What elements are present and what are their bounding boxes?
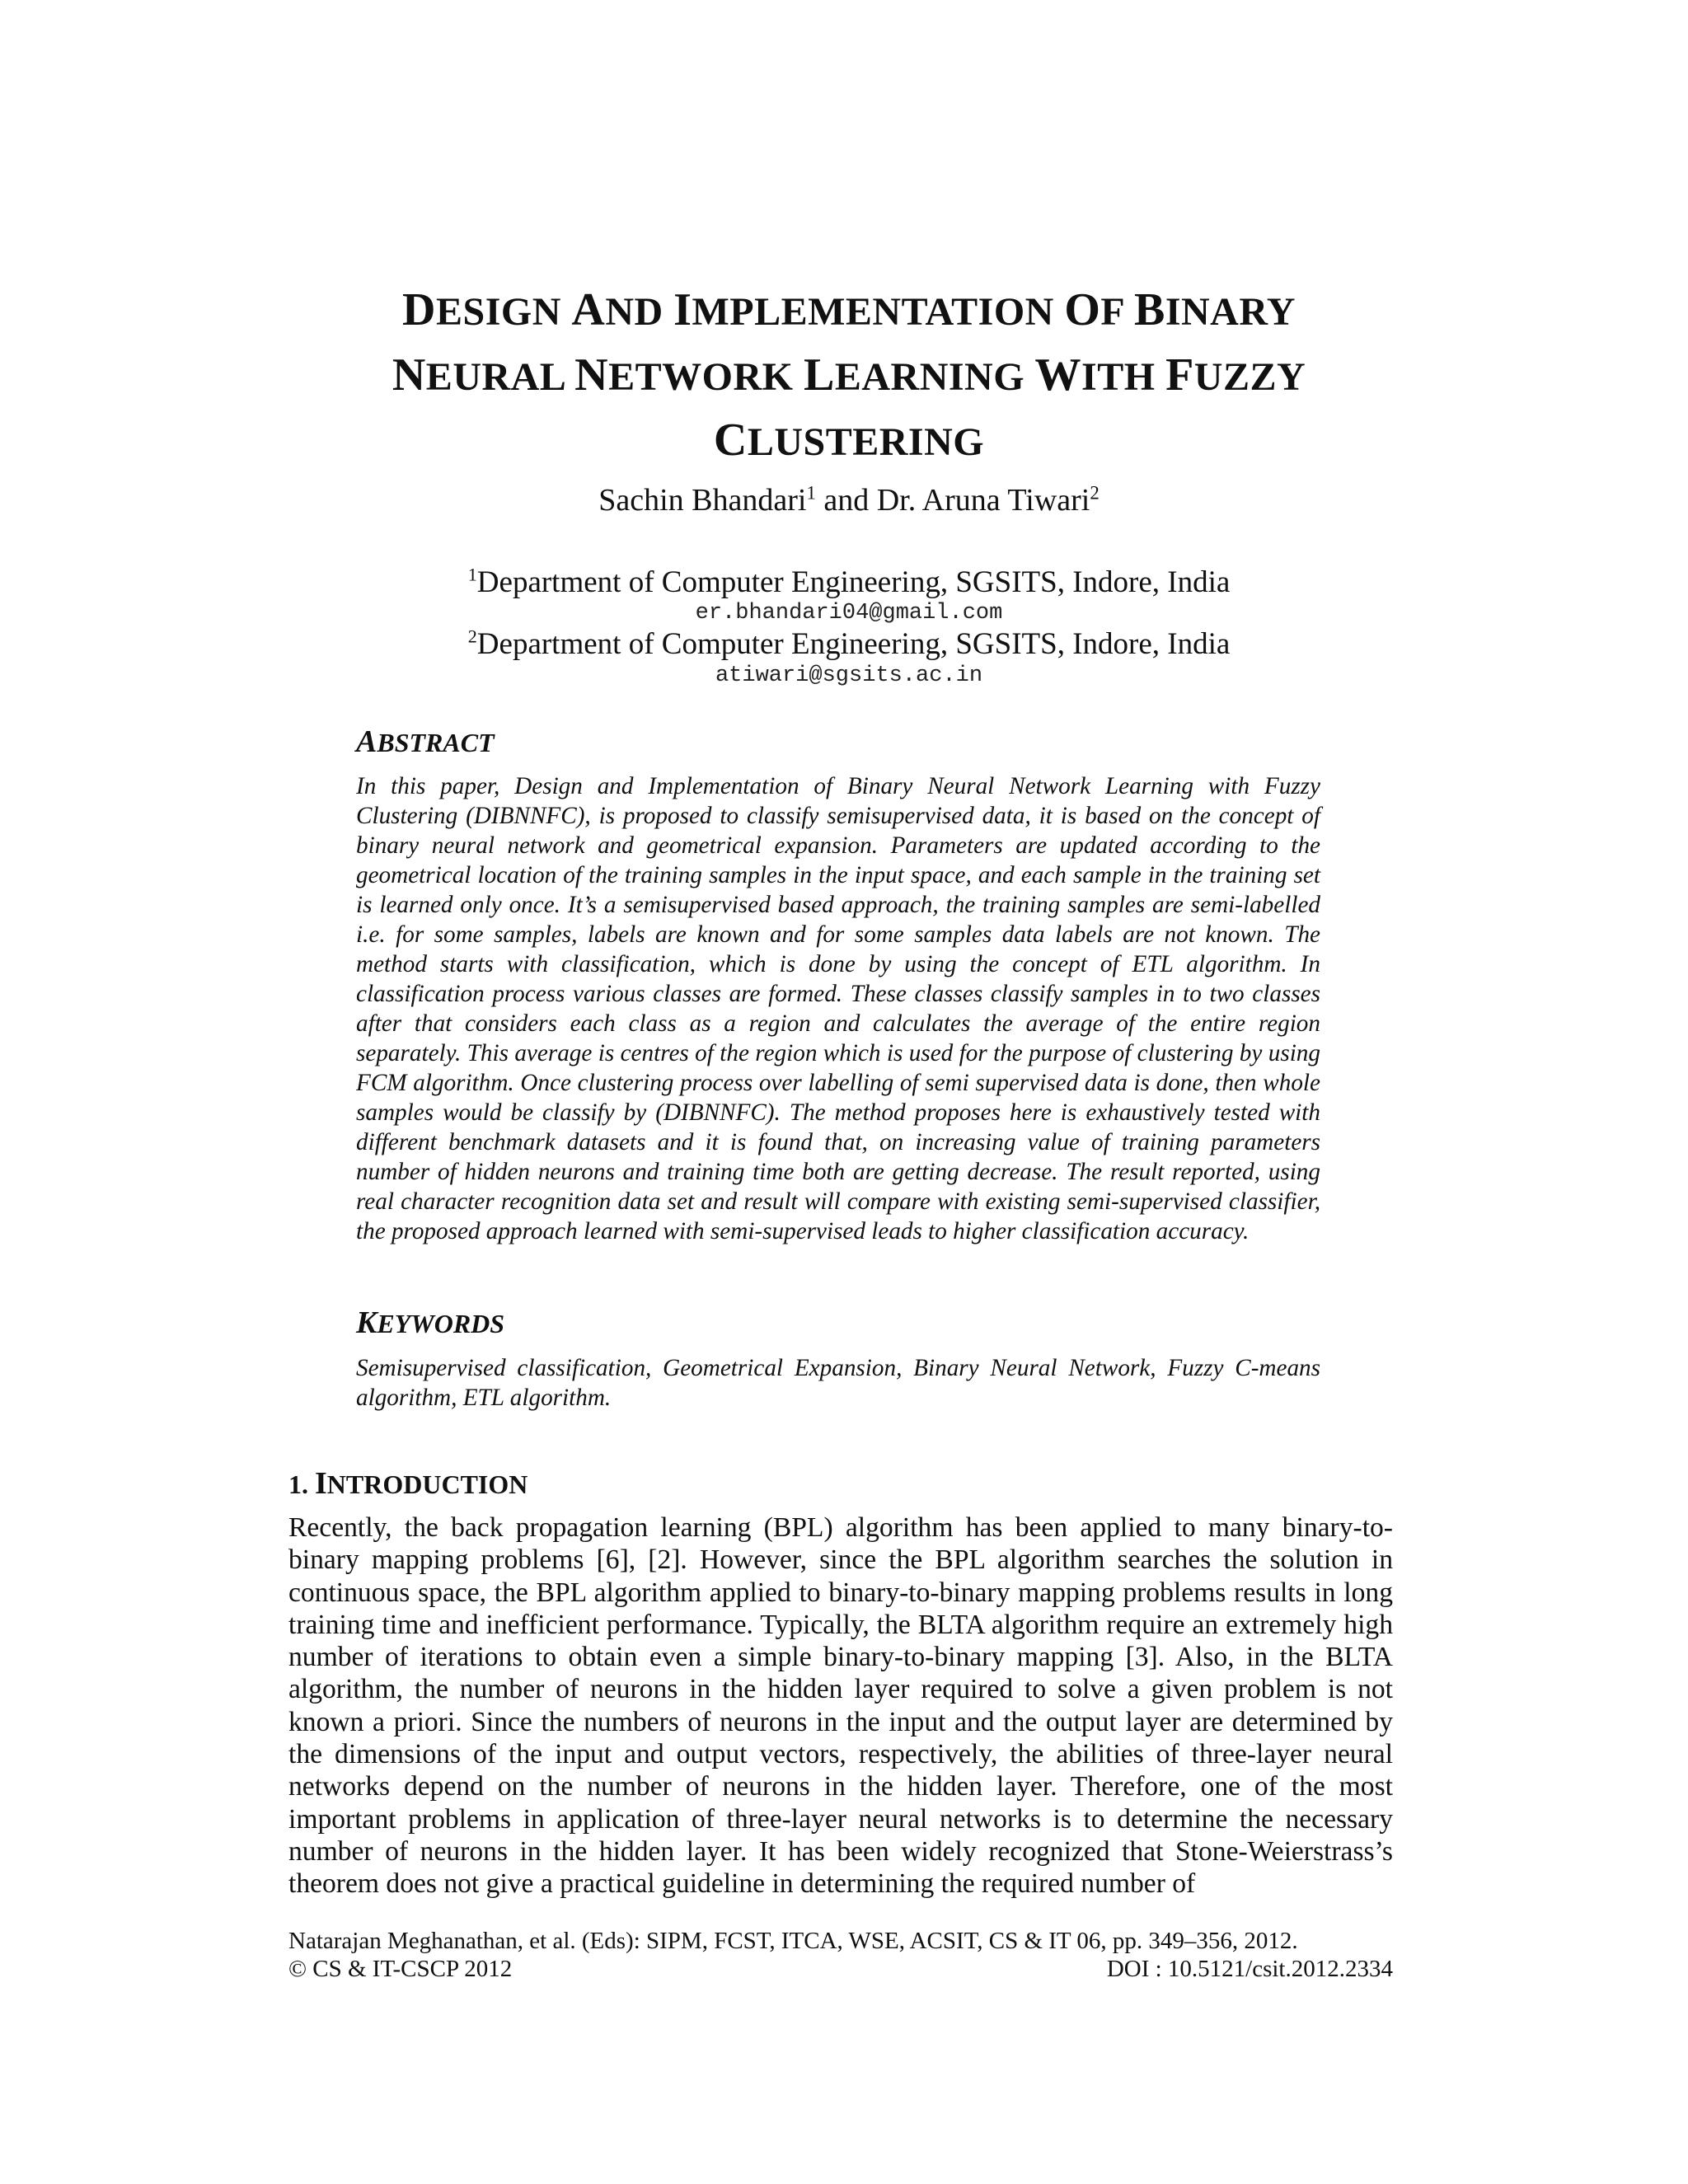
footer-doi: DOI : 10.5121/csit.2012.2334 xyxy=(1106,1956,1393,1982)
author-2-mark: 2 xyxy=(1090,482,1100,504)
author-conjunction: and xyxy=(815,483,877,518)
footer-copyright: © CS & IT-CSCP 2012 xyxy=(288,1956,513,1982)
affiliation-1-text: Department of Computer Engineering, SGSITS, Indore, India xyxy=(476,565,1231,599)
title-line-3: CLUSTERING xyxy=(713,415,985,466)
footer-proceedings: Natarajan Meghanathan, et al. (Eds): SIPM, FCST, ITCA, WSE, ACSIT, CS & IT 06, pp. 349–356, 2012. xyxy=(288,1928,1298,1954)
author-1-name: Sachin Bhandari xyxy=(598,483,807,518)
title-line-2: NEURAL NETWORK LEARNING WITH FUZZY xyxy=(392,349,1306,401)
author-1-mark: 1 xyxy=(806,482,816,504)
author-line xyxy=(288,480,1409,521)
abstract-body: In this paper, Design and Implementation of Binary Neural Network Learning with Fuzzy Clustering (DIBNNFC), is proposed to classify semisupervised data, it is based on the concept of binary neural network and geometrical expansion. Parameters are updated according to the geometrical location of the training samples in the input space, and each sample in the training set is learned only once. It’s a semisupervised based approach, the training samples are semi-labelled i.e. for some samples, labels are known and for some samples data labels are not known. The method starts with classification, which is done by using the concept of ETL algorithm. In classification process various classes are formed. These classes classify samples in to two classes after that considers each class as a region and calculates the average of the entire region separately. This average is centres of the region which is used for the purpose of clustering by using FCM algorithm. Once clustering process over labelling of semi supervised data is done, then whole samples would be classify by (DIBNNFC). The method proposes here is exhaustively tested with different benchmark datasets and it is found that, on increasing value of training parameters number of hidden neurons and training time both are getting decrease. The result reported, using real character recognition data set and result will compare with existing semi-supervised classifier, the proposed approach learned with semi-supervised leads to higher classification accuracy. xyxy=(356,773,1320,1244)
abstract-heading: ABSTRACT xyxy=(356,724,495,759)
affiliation-1-mark: 1 xyxy=(467,564,477,585)
title-line-1: DESIGN AND IMPLEMENTATION OF BINARY xyxy=(402,284,1296,335)
affiliation-2 xyxy=(288,626,1409,663)
affiliation-1-email: er.bhandari04@gmail.com xyxy=(695,601,1003,626)
keywords-heading: KEYWORDS xyxy=(356,1305,505,1340)
introduction-body: Recently, the back propagation learning (BPL) algorithm has been applied to many binary-to-binary mapping problems [6], [2]. However, since the BPL algorithm searches the solution in continuous space, the BPL algorithm applied to binary-to-binary mapping problems results in long training time and inefficient performance. Typically, the BLTA algorithm require an extremely high number of iterations to obtain even a simple binary-to-binary mapping [3]. Also, in the BLTA algorithm, the number of neurons in the hidden layer required to solve a given problem is not known a priori. Since the numbers of neurons in the input and the output layer are determined by the dimensions of the input and output vectors, respectively, the abilities of three-layer neural networks depend on the number of neurons in the hidden layer. Therefore, one of the most important problems in application of three-layer neural networks is to determine the necessary number of neurons in the hidden layer. It has been widely recognized that Stone-Weierstrass’s theorem does not give a practical guideline in determining the required number of xyxy=(288,1512,1393,1900)
affiliation-2-text: Department of Computer Engineering, SGSITS, Indore, India xyxy=(476,627,1231,661)
introduction-heading: 1. INTRODUCTION xyxy=(288,1466,528,1501)
affiliation-1 xyxy=(288,565,1409,601)
footer-meta-line xyxy=(288,1955,1393,1983)
author-2-name: Dr. Aruna Tiwari xyxy=(876,483,1090,518)
affiliation-2-email: atiwari@sgsits.ac.in xyxy=(715,663,983,688)
affiliation-2-mark: 2 xyxy=(467,626,477,647)
keywords-body: Semisupervised classification, Geometrical Expansion, Binary Neural Network, Fuzzy C-means algorithm, ETL algorithm. xyxy=(356,1355,1320,1411)
paper-title xyxy=(288,279,1409,474)
